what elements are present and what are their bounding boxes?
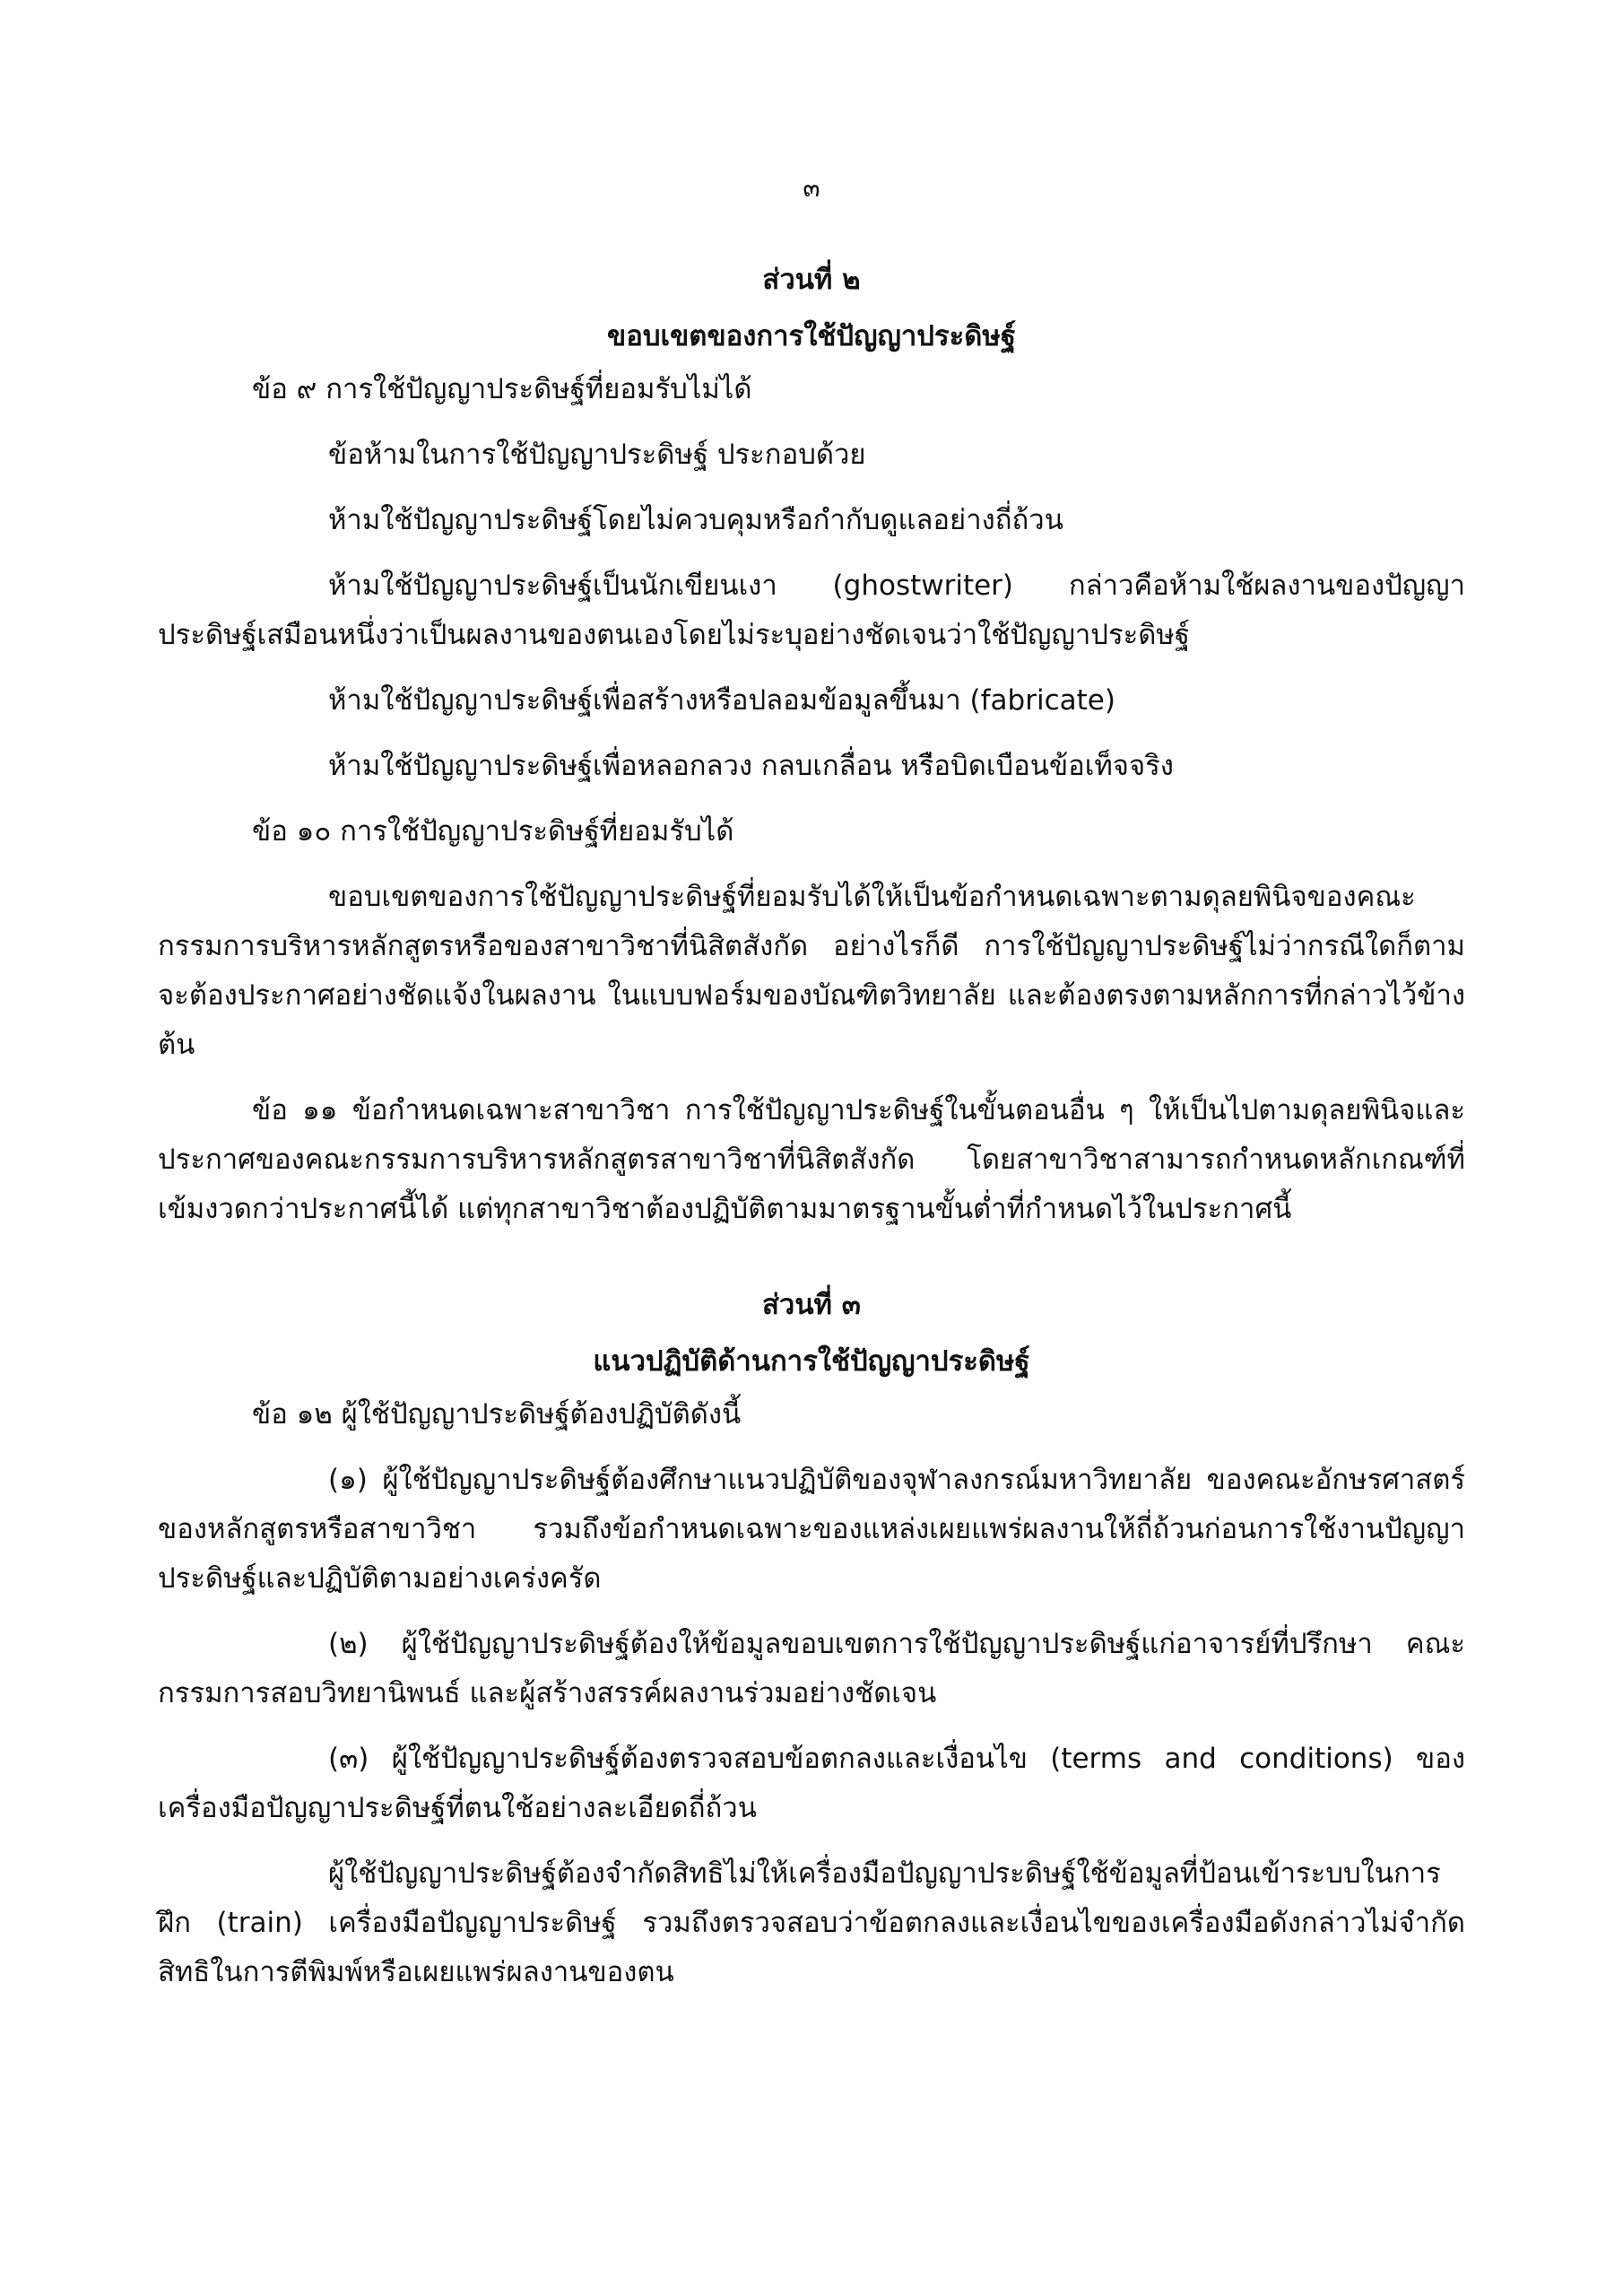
clause-10-heading: ข้อ ๑๐ การใช้ปัญญาประดิษฐ์ที่ยอมรับได้ <box>252 815 734 848</box>
section-3-title: แนวปฏิบัติด้านการใช้ปัญญาประดิษฐ์ <box>593 1345 1030 1378</box>
clause-12-item: (๑) ผู้ใช้ปัญญาประดิษฐ์ต้องศึกษาแนวปฏิบัติของจุฬาลงกรณ์มหาวิทยาลัย ของคณะอักษรศาสตร์ ของหลักสูตรหรือสาขาวิชา รวมถึงข้อกำหนดเฉพาะของแหล่งเผยแพร่ผลงานให้ถี่ถ้วนก่อนการใช้งานปัญญาประดิษฐ์และปฏิบัติตามอย่างเคร่งครัด <box>158 1464 1465 1595</box>
clause-9-item: ห้ามใช้ปัญญาประดิษฐ์โดยไม่ควบคุมหรือกำกับดูแลอย่างถี่ถ้วน <box>328 504 1063 536</box>
clause-9-item: ห้ามใช้ปัญญาประดิษฐ์เป็นนักเขียนเงา (ghostwriter) กล่าวคือห้ามใช้ผลงานของปัญญาประดิษฐ์เสมือนหนึ่งว่าเป็นผลงานของตนเองโดยไม่ระบุอย่างชัดเจนว่าใช้ปัญญาประดิษฐ์ <box>158 570 1465 651</box>
clause-9-item: ข้อห้ามในการใช้ปัญญาประดิษฐ์ ประกอบด้วย <box>328 439 866 471</box>
section-2-title: ขอบเขตของการใช้ปัญญาประดิษฐ์ <box>607 320 1016 352</box>
page-number: ๓ <box>803 173 820 203</box>
section-3-label: ส่วนที่ ๓ <box>762 1289 861 1321</box>
clause-9-heading: ข้อ ๙ การใช้ปัญญาประดิษฐ์ที่ยอมรับไม่ได้ <box>252 373 752 405</box>
clause-11-body: ข้อ ๑๑ ข้อกำหนดเฉพาะสาขาวิชา การใช้ปัญญาประดิษฐ์ในขั้นตอนอื่น ๆ ให้เป็นไปตามดุลยพินิจและประกาศของคณะกรรมการบริหารหลักสูตรสาขาวิชาที่นิสิตสังกัด โดยสาขาวิชาสามารถกำหนดหลักเกณฑ์ที่เข้มงวดกว่าประกาศนี้ได้ แต่ทุกสาขาวิชาต้องปฏิบัติตามมาตรฐานขั้นต่ำที่กำหนดไว้ในประกาศนี้ <box>158 1094 1465 1225</box>
clause-9-item: ห้ามใช้ปัญญาประดิษฐ์เพื่อหลอกลวง กลบเกลื่อน หรือบิดเบือนข้อเท็จจริง <box>328 750 1174 782</box>
clause-12-item: ผู้ใช้ปัญญาประดิษฐ์ต้องจำกัดสิทธิไม่ให้เครื่องมือปัญญาประดิษฐ์ใช้ข้อมูลที่ป้อนเข้าระบบในการฝึก (train) เครื่องมือปัญญาประดิษฐ์ รวมถึงตรวจสอบว่าข้อตกลงและเงื่อนไขของเครื่องมือดังกล่าวไม่จำกัดสิทธิในการตีพิมพ์หรือเผยแพร่ผลงานของตน <box>158 1857 1465 1988</box>
clause-9-item: ห้ามใช้ปัญญาประดิษฐ์เพื่อสร้างหรือปลอมข้อมูลขึ้นมา (fabricate) <box>328 684 1115 717</box>
clause-12-item: (๒) ผู้ใช้ปัญญาประดิษฐ์ต้องให้ข้อมูลขอบเขตการใช้ปัญญาประดิษฐ์แก่อาจารย์ที่ปรึกษา คณะกรรมการสอบวิทยานิพนธ์ และผู้สร้างสรรค์ผลงานร่วมอย่างชัดเจน <box>158 1628 1465 1709</box>
clause-12-heading: ข้อ ๑๒ ผู้ใช้ปัญญาประดิษฐ์ต้องปฏิบัติดังนี้ <box>252 1398 742 1431</box>
section-2-label: ส่วนที่ ๒ <box>762 264 861 296</box>
clause-10-body: ขอบเขตของการใช้ปัญญาประดิษฐ์ที่ยอมรับได้ให้เป็นข้อกำหนดเฉพาะตามดุลยพินิจของคณะกรรมการบริหารหลักสูตรหรือของสาขาวิชาที่นิสิตสังกัด อย่างไรก็ดี การใช้ปัญญาประดิษฐ์ไม่ว่ากรณีใดก็ตาม จะต้องประกาศอย่างชัดแจ้งในผลงาน ในแบบฟอร์มของบัณฑิตวิทยาลัย และต้องตรงตามหลักการที่กล่าวไว้ข้างต้น <box>158 881 1465 1061</box>
document-body <box>158 256 1465 2013</box>
clause-12-item: (๓) ผู้ใช้ปัญญาประดิษฐ์ต้องตรวจสอบข้อตกลงและเงื่อนไข (terms and conditions) ของเครื่องมือปัญญาประดิษฐ์ที่ตนใช้อย่างละเอียดถี่ถ้วน <box>158 1743 1465 1824</box>
